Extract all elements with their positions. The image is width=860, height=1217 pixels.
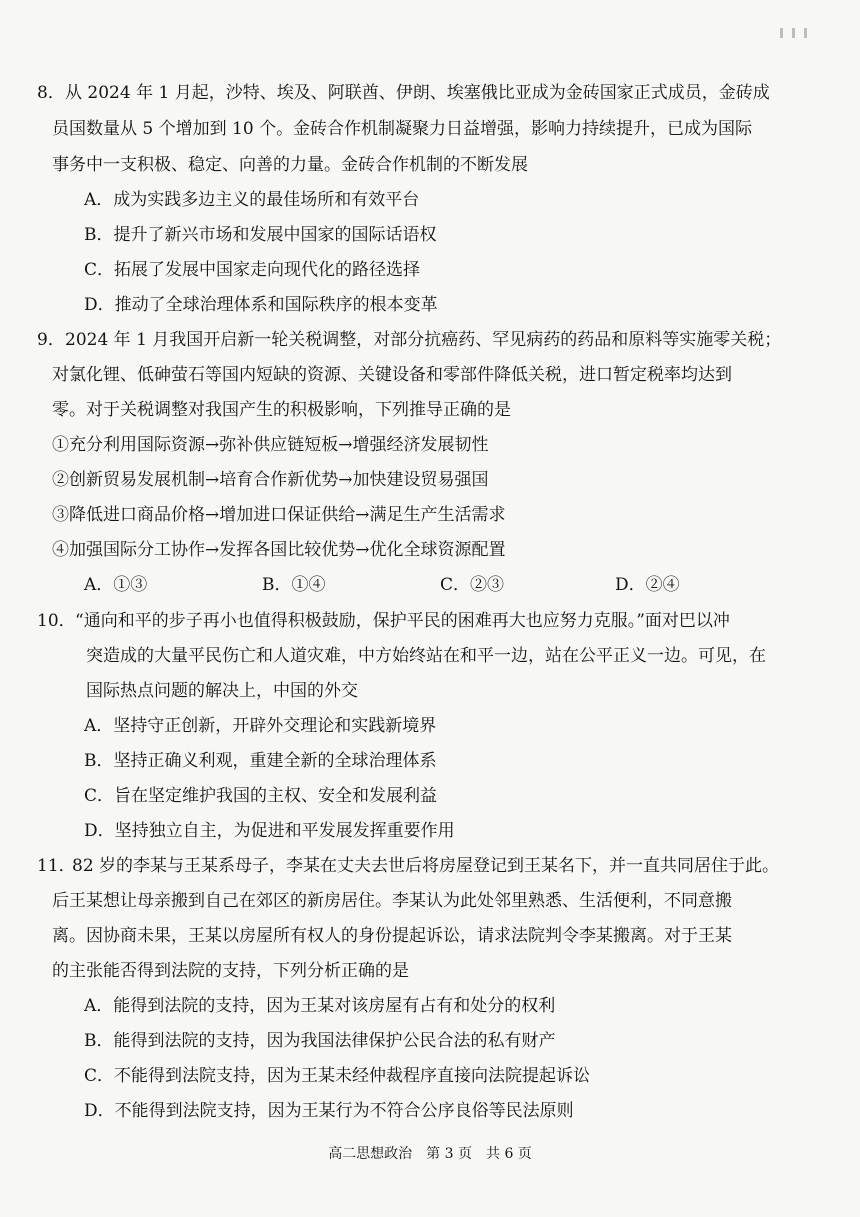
question-stem-line: 从 2024 年 1 月起，沙特、埃及、阿联酋、伊朗、埃塞俄比亚成为金砖国家正式成员，金砖成	[65, 83, 770, 103]
question-number: 8．	[37, 83, 65, 103]
choice-b: B．①④	[262, 575, 326, 595]
question-stem-line: 零。对于关税调整对我国产生的积极影响，下列推导正确的是	[52, 400, 511, 420]
question-number: 10．	[37, 611, 76, 631]
statement-3: ③降低进口商品价格→增加进口保证供给→满足生产生活需求	[52, 505, 506, 525]
option-c: C．拓展了发展中国家走向现代化的路径选择	[84, 260, 421, 280]
choice-c: C．②③	[440, 575, 505, 595]
option-b: B．坚持正确义利观，重建全新的全球治理体系	[84, 751, 437, 771]
question-number: 9．	[37, 330, 65, 350]
statement-2: ②创新贸易发展机制→培育合作新优势→加快建设贸易强国	[52, 470, 489, 490]
question-stem-line: 离。因协商未果，王某以房屋所有权人的身份提起诉讼，请求法院判令李某搬离。对于王某	[52, 926, 732, 946]
question-stem-line: 突造成的大量平民伤亡和人道灾难，中方始终站在和平一边，站在公平正义一边。可见，在	[86, 646, 766, 666]
option-d: D．坚持独立自主，为促进和平发展发挥重要作用	[84, 821, 455, 841]
option-a: A．坚持守正创新，开辟外交理论和实践新境界	[84, 716, 437, 736]
option-a: A．成为实践多边主义的最佳场所和有效平台	[84, 190, 420, 210]
question-stem-line: 的主张能否得到法院的支持，下列分析正确的是	[52, 961, 409, 981]
question-stem-line: 对氯化锂、低砷萤石等国内短缺的资源、关键设备和零部件降低关税，进口暂定税率均达到	[52, 365, 732, 385]
option-c: C．旨在坚定维护我国的主权、安全和发展利益	[84, 786, 438, 806]
option-b: B．能得到法院的支持，因为我国法律保护公民合法的私有财产	[84, 1031, 556, 1051]
statement-1: ①充分利用国际资源→弥补供应链短板→增强经济发展韧性	[52, 435, 489, 455]
question-stem-line: 后王某想让母亲搬到自己在郊区的新房居住。李某认为此处邻里熟悉、生活便利，不同意搬	[52, 891, 732, 911]
scan-mark	[780, 28, 783, 38]
question-stem-line: 事务中一支积极、稳定、向善的力量。金砖合作机制的不断发展	[52, 155, 528, 175]
question-stem-line: 国际热点问题的解决上，中国的外交	[86, 681, 358, 701]
question-stem-line: 2024 年 1 月我国开启新一轮关税调整，对部分抗癌药、罕见病药的药品和原料等实施零关税；	[65, 330, 782, 350]
option-a: A．能得到法院的支持，因为王某对该房屋有占有和处分的权利	[84, 996, 556, 1016]
question-stem-line: 82 岁的李某与王某系母子，李某在丈夫去世后将房屋登记到王某名下，并一直共同居住于此。	[72, 856, 780, 876]
option-c: C．不能得到法院支持，因为王某未经仲裁程序直接向法院提起诉讼	[84, 1066, 591, 1086]
question-stem-line: “通向和平的步子再小也值得积极鼓励，保护平民的困难再大也应努力克服。”面对巴以冲	[75, 611, 730, 631]
page-footer: 高二思想政治 第 3 页 共 6 页	[328, 1146, 532, 1162]
option-d: D．推动了全球治理体系和国际秩序的根本变革	[84, 295, 438, 315]
choice-a: A．①③	[84, 575, 148, 595]
statement-4: ④加强国际分工协作→发挥各国比较优势→优化全球资源配置	[52, 540, 506, 560]
choice-d: D．②④	[615, 575, 680, 595]
question-number: 11．	[37, 856, 76, 876]
option-b: B．提升了新兴市场和发展中国家的国际话语权	[84, 225, 437, 245]
question-stem-line: 员国数量从 5 个增加到 10 个。金砖合作机制凝聚力日益增强，影响力持续提升，已成为国际	[52, 119, 753, 139]
scan-mark	[804, 28, 807, 38]
option-d: D．不能得到法院支持，因为王某行为不符合公序良俗等民法原则	[84, 1101, 574, 1121]
scan-mark	[792, 28, 795, 38]
